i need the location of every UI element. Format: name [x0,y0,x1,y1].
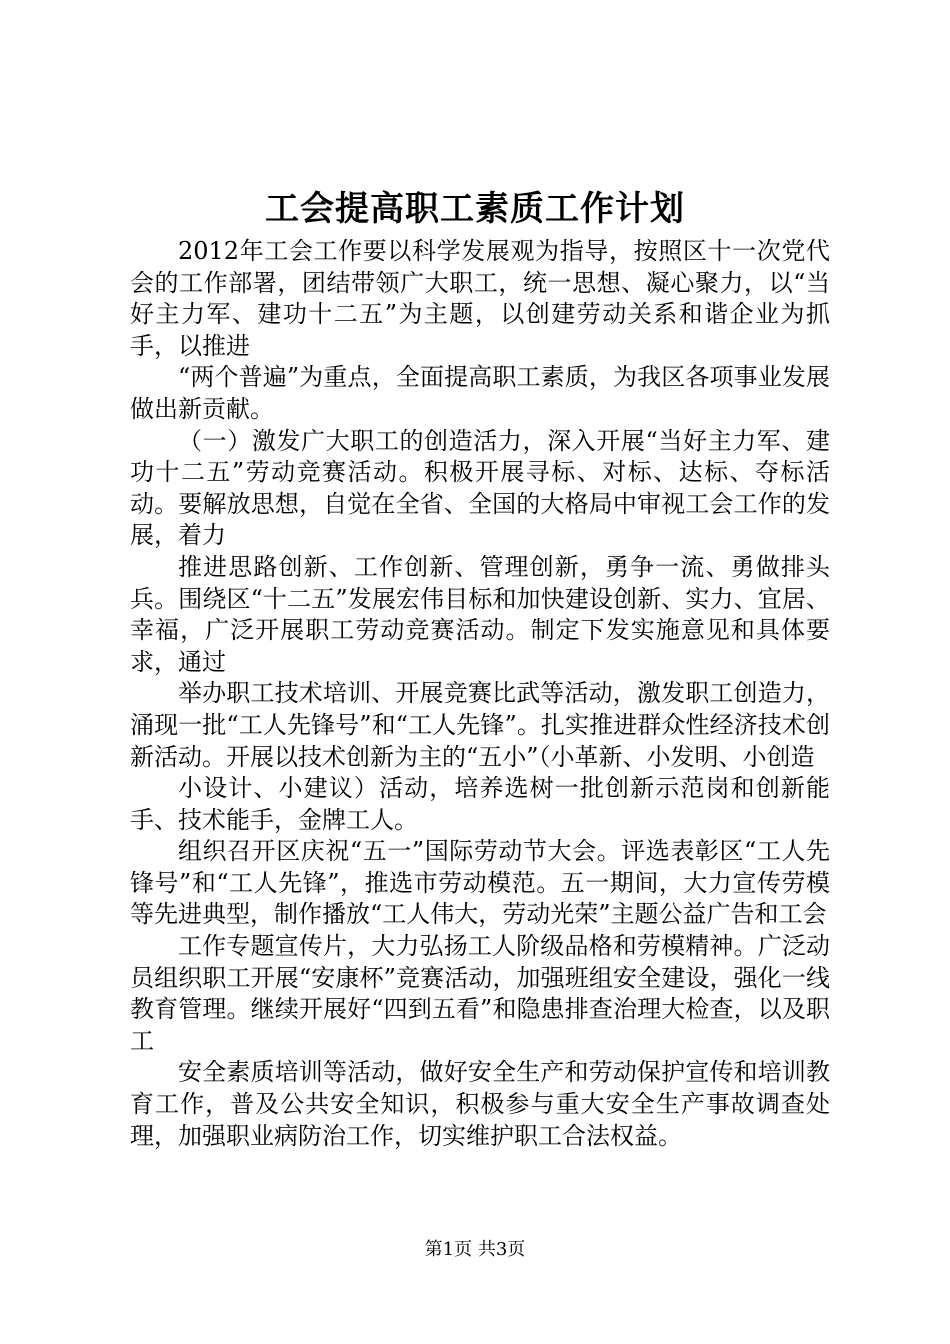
document-title: 工会提高职工素质工作计划 [265,189,685,229]
paragraph: 举办职工技术培训、开展竞赛比武等活动，激发职工创造力，涌现一批“工人先锋号”和“工人先锋”。扎实推进群众性经济技术创新活动。开展以技术创新为主的“五小”（小革新、小发明、小创造 [130,679,830,771]
paragraph: 安全素质培训等活动，做好安全生产和劳动保护宣传和培训教育工作，普及公共安全知识，积极参与重大安全生产事故调查处理，加强职业病防治工作，切实维护职工合法权益。 [130,1058,830,1150]
page-number-footer: 第1页 共3页 [424,1239,526,1260]
paragraph: 推进思路创新、工作创新、管理创新，勇争一流、勇做排头兵。围绕区“十二五”发展宏伟目标和加快建设创新、实力、宜居、幸福，广泛开展职工劳动竞赛活动。制定下发实施意见和具体要求，通过 [130,552,830,676]
paragraph: 组织召开区庆祝“五一”国际劳动节大会。评选表彰区“工人先锋号”和“工人先锋”，推选市劳动模范。五一期间，大力宣传劳模等先进典型，制作播放“工人伟大，劳动光荣”主题公益广告和工会 [130,837,830,929]
paragraph: 2012年工会工作要以科学发展观为指导，按照区十一次党代会的工作部署，团结带领广大职工，统一思想、凝心聚力，以“当好主力军、建功十二五”为主题，以创建劳动关系和谐企业为抓手，以推进 [130,237,830,360]
paragraph: “两个普遍”为重点，全面提高职工素质，为我区各项事业发展做出新贡献。 [130,363,830,423]
document-body [130,236,830,1152]
paragraph: 工作专题宣传片，大力弘扬工人阶级品格和劳模精神。广泛动员组织职工开展“安康杯”竞赛活动，加强班组安全建设，强化一线教育管理。继续开展好“四到五看”和隐患排查治理大检查，以及职工 [130,932,830,1055]
paragraph: 小设计、小建议）活动，培养选树一批创新示范岗和创新能手、技术能手，金牌工人。 [130,774,830,834]
paragraph: （一）激发广大职工的创造活力，深入开展“当好主力军、建功十二五”劳动竞赛活动。积极开展寻标、对标、达标、夺标活动。要解放思想，自觉在全省、全国的大格局中审视工会工作的发展，着力 [130,426,830,550]
